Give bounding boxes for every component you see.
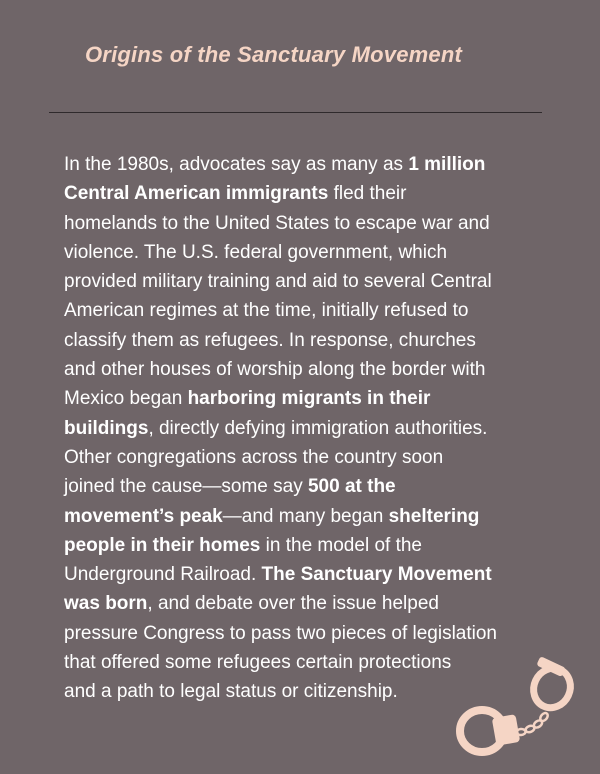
body-text-segment: classify them as refugees. In response, churches	[64, 329, 476, 351]
body-line	[64, 296, 564, 325]
body-line	[64, 472, 564, 501]
handcuffs-icon	[448, 655, 583, 759]
emphasis-text: buildings	[64, 417, 149, 439]
body-text-segment: American regimes at the time, initially refused to	[64, 300, 469, 322]
body-text-segment: and a path to legal status or citizenship.	[64, 681, 398, 703]
emphasis-text: Central American immigrants	[64, 183, 329, 205]
body-text-segment: provided military training and aid to several Central	[64, 271, 492, 293]
emphasis-text: movement’s peak	[64, 505, 223, 527]
body-text-segment: and other houses of worship along the border with	[64, 359, 486, 381]
body-text-segment: Other congregations across the country soon	[64, 446, 444, 468]
body-line	[64, 326, 564, 355]
body-text-segment: Underground Railroad.	[64, 564, 262, 586]
body-text-segment: , directly defying immigration authorities.	[148, 417, 488, 439]
emphasis-text: 500 at the	[307, 476, 396, 498]
emphasis-text: 1 million	[408, 154, 486, 175]
body-text-segment: violence. The U.S. federal government, which	[64, 241, 448, 263]
body-line	[64, 238, 564, 267]
body-text-segment: joined the cause—some say	[64, 476, 308, 498]
emphasis-text: people in their homes	[64, 534, 261, 556]
body-line	[64, 502, 564, 531]
article-title: Origins of the Sanctuary Movement	[85, 42, 463, 67]
body-line	[64, 179, 564, 208]
body-line	[64, 209, 564, 238]
body-text-segment: In the 1980s, advocates say as many as	[64, 154, 409, 175]
body-line	[64, 619, 564, 648]
body-line	[64, 531, 564, 560]
body-text-segment: that offered some refugees certain protections	[64, 652, 452, 674]
body-text-segment: Mexico began	[64, 388, 188, 410]
body-line	[64, 560, 564, 589]
emphasis-text: harboring migrants in their	[187, 388, 431, 410]
divider	[49, 112, 542, 113]
body-text-segment: pressure Congress to pass two pieces of legislation	[64, 622, 498, 644]
body-text-segment: —and many began	[222, 505, 389, 527]
body-line	[64, 355, 564, 384]
body-text-segment: , and debate over the issue helped	[147, 593, 439, 615]
body-line	[64, 150, 564, 179]
article-body	[64, 150, 564, 707]
emphasis-text: The Sanctuary Movement	[261, 564, 492, 586]
body-line	[64, 267, 564, 296]
body-line	[64, 443, 564, 472]
body-text-segment: homelands to the United States to escape war and	[64, 212, 490, 234]
body-text-segment: fled their	[328, 183, 407, 205]
body-text-segment: in the model of the	[260, 534, 422, 556]
emphasis-text: was born	[64, 593, 148, 615]
body-line	[64, 384, 564, 413]
body-line	[64, 589, 564, 618]
body-line	[64, 414, 564, 443]
emphasis-text: sheltering	[388, 505, 480, 527]
